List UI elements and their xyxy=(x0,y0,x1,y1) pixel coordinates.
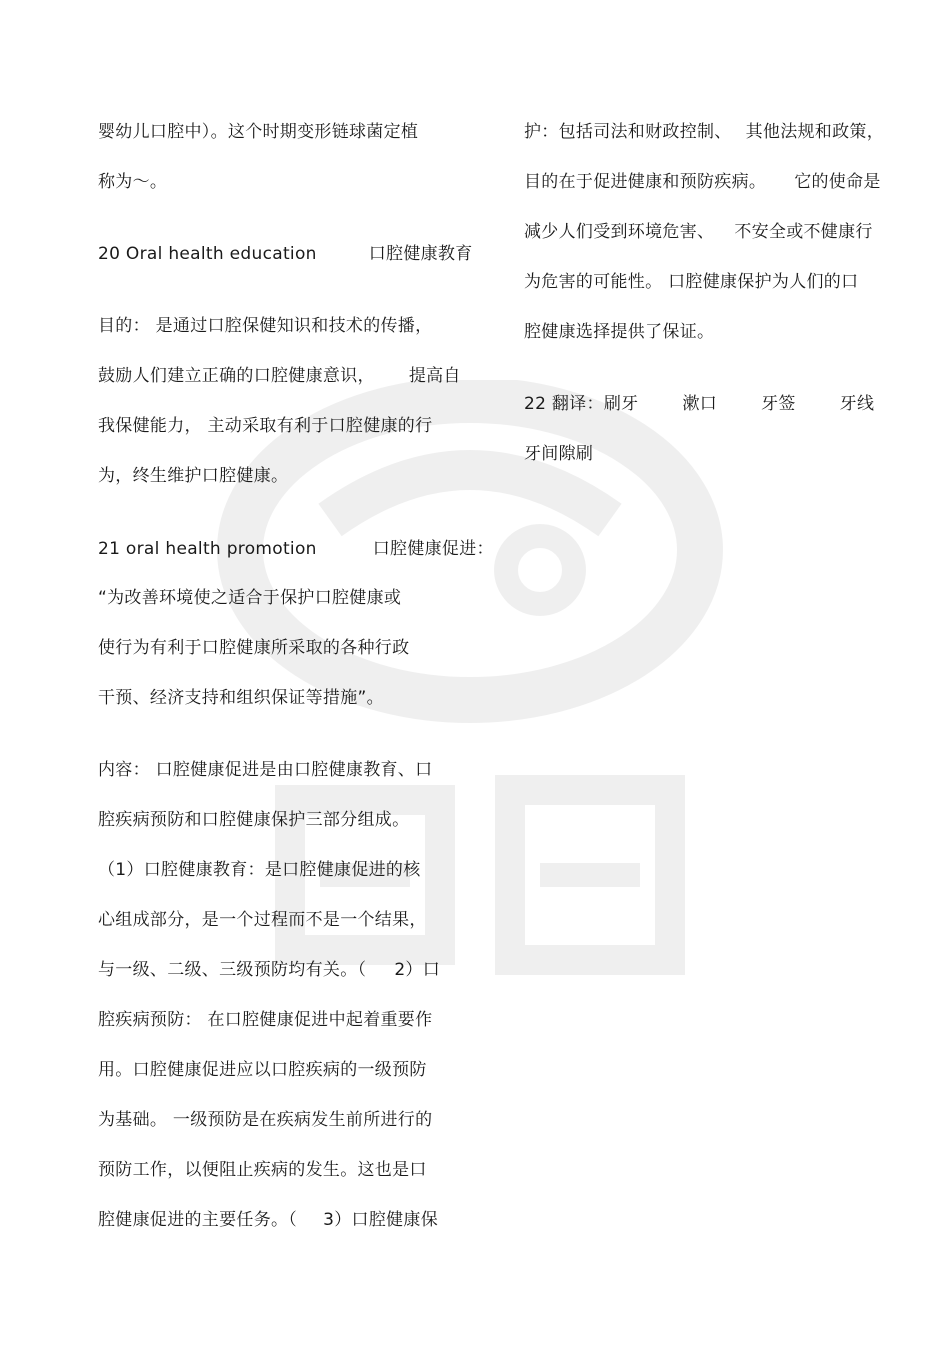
term: 牙签 xyxy=(761,394,796,414)
text-line xyxy=(524,120,884,144)
text-line xyxy=(98,364,461,388)
term: 牙线 xyxy=(839,394,875,414)
text-fragment: 目的在于促进健康和预防疾病。 xyxy=(524,172,767,192)
section-21-title-zh: 口腔健康促进： xyxy=(372,539,494,559)
text-line: 腔健康选择提供了保证。 xyxy=(524,322,715,342)
text-line: 为危害的可能性。 口腔健康保护为人们的口 xyxy=(524,272,859,292)
text-line: 婴幼儿口腔中）。这个时期变形链球菌定植 xyxy=(98,122,419,142)
text-line: 牙间隙刷 xyxy=(524,444,594,464)
text-fragment: 2）口 xyxy=(394,960,441,980)
text-line xyxy=(524,170,881,194)
text-line: 使行为有利于口腔健康所采取的各种行政 xyxy=(98,638,410,658)
text-line: （1）口腔健康教育：是口腔健康促进的核 xyxy=(98,860,421,880)
text-line xyxy=(98,1208,438,1232)
text-line: 为，终生维护口腔健康。 xyxy=(98,466,289,486)
text-line: 用。口腔健康促进应以口腔疾病的一级预防 xyxy=(98,1060,427,1080)
text-fragment: 它的使命是 xyxy=(794,172,881,192)
section-20-title-zh: 口腔健康教育 xyxy=(368,244,473,264)
section-20-title-en: 20 Oral health education xyxy=(98,244,317,264)
text-line: 为基础。 一级预防是在疾病发生前所进行的 xyxy=(98,1110,433,1130)
text-line: 目的： 是通过口腔保健知识和技术的传播， xyxy=(98,316,433,336)
text-line xyxy=(98,958,440,982)
section-21-heading xyxy=(98,537,494,561)
text-line xyxy=(524,220,873,244)
text-fragment: 提高自 xyxy=(408,366,461,386)
section-21-title-en: 21 oral health promotion xyxy=(98,539,317,559)
text-line: 称为～。 xyxy=(98,172,168,192)
text-fragment: 减少人们受到环境危害、 xyxy=(524,222,715,242)
text-line: 我保健能力， 主动采取有利于口腔健康的行 xyxy=(98,416,433,436)
term: 漱口 xyxy=(682,394,718,414)
text-fragment: 腔健康促进的主要任务。（ xyxy=(98,1210,298,1230)
text-line: 心组成部分，是一个过程而不是一个结果， xyxy=(98,910,427,930)
text-fragment: 与一级、二级、三级预防均有关。（ xyxy=(98,960,367,980)
text-fragment: 不安全或不健康行 xyxy=(734,222,873,242)
text-line: 预防工作，以便阻止疾病的发生。这也是口 xyxy=(98,1160,427,1180)
text-line: 腔疾病预防： 在口腔健康促进中起着重要作 xyxy=(98,1010,433,1030)
section-22-heading xyxy=(524,392,874,416)
text-line: “为改善环境使之适合于保护口腔健康或 xyxy=(98,588,402,608)
text-fragment: 3）口腔健康保 xyxy=(323,1210,439,1230)
text-fragment: 鼓励人们建立正确的口腔健康意识， xyxy=(98,366,375,386)
text-line: 腔疾病预防和口腔健康保护三部分组成。 xyxy=(98,810,410,830)
term: 刷牙 xyxy=(603,394,639,414)
text-line: 干预、经济支持和组织保证等措施”。 xyxy=(98,688,384,708)
text-fragment: 其他法规和政策， xyxy=(745,122,885,142)
text-fragment: 护：包括司法和财政控制、 xyxy=(524,122,732,142)
text-line: 内容： 口腔健康促进是由口腔健康教育、口 xyxy=(98,760,433,780)
section-20-heading xyxy=(98,242,473,266)
section-22-label: 22 翻译： xyxy=(524,394,604,414)
